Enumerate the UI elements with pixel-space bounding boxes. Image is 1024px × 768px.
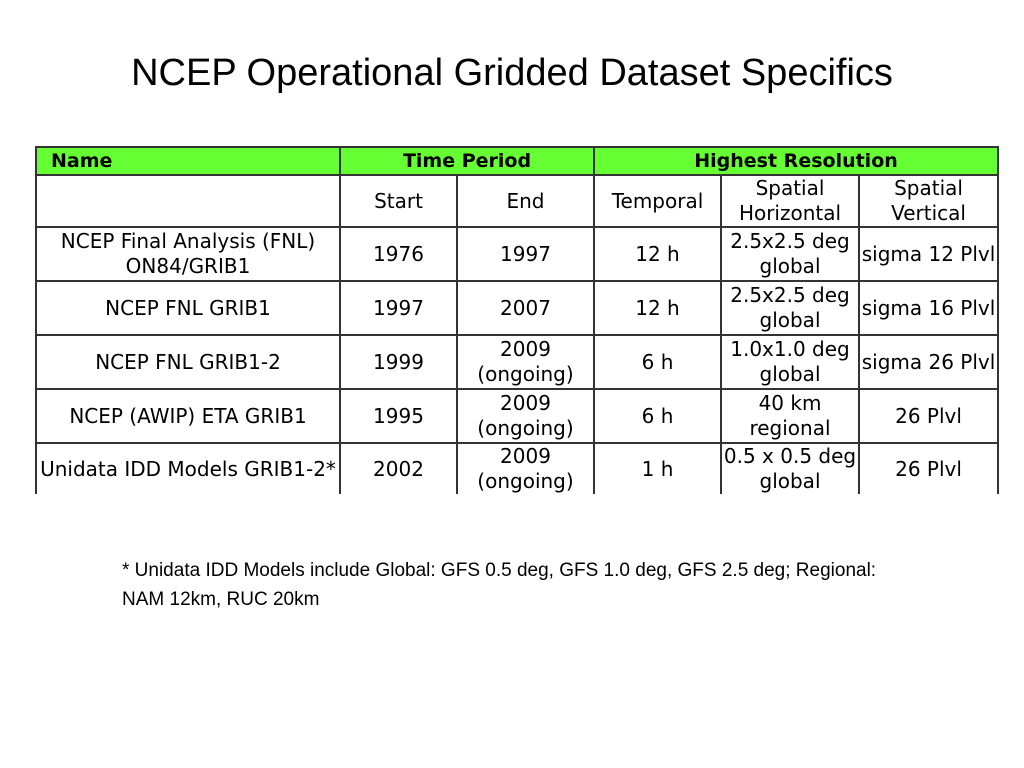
cell-name: Unidata IDD Models GRIB1-2* bbox=[36, 443, 340, 495]
subheader-spatial-vertical: Spatial Vertical bbox=[859, 175, 998, 227]
cell-temporal: 6 h bbox=[594, 335, 721, 389]
cell-temporal: 6 h bbox=[594, 389, 721, 443]
cell-start: 1995 bbox=[340, 389, 457, 443]
table-header-row bbox=[36, 147, 998, 175]
cell-name: NCEP FNL GRIB1 bbox=[36, 281, 340, 335]
subheader-empty bbox=[36, 175, 340, 227]
dataset-table-container bbox=[35, 146, 997, 498]
cell-start: 1999 bbox=[340, 335, 457, 389]
cell-temporal: 12 h bbox=[594, 281, 721, 335]
table-row bbox=[36, 443, 998, 495]
cell-end: 2007 bbox=[457, 281, 594, 335]
cell-end: 2009 (ongoing) bbox=[457, 389, 594, 443]
cell-name: NCEP FNL GRIB1-2 bbox=[36, 335, 340, 389]
table-row bbox=[36, 335, 998, 389]
cell-start: 2002 bbox=[340, 443, 457, 495]
header-highest-resolution: Highest Resolution bbox=[594, 147, 998, 175]
cell-name: NCEP (AWIP) ETA GRIB1 bbox=[36, 389, 340, 443]
table-row bbox=[36, 389, 998, 443]
cell-vertical: sigma 16 Plvl bbox=[859, 281, 998, 335]
footnote: * Unidata IDD Models include Global: GFS 0.5 deg, GFS 1.0 deg, GFS 2.5 deg; Regional: NAM 12km, RUC 20km bbox=[122, 560, 877, 610]
cell-vertical: 26 Plvl bbox=[859, 443, 998, 495]
subheader-temporal: Temporal bbox=[594, 175, 721, 227]
cell-temporal: 1 h bbox=[594, 443, 721, 495]
cell-start: 1976 bbox=[340, 227, 457, 281]
subheader-start: Start bbox=[340, 175, 457, 227]
cell-end: 2009 (ongoing) bbox=[457, 335, 594, 389]
table-subheader-row bbox=[36, 175, 998, 227]
table-row bbox=[36, 281, 998, 335]
header-name: Name bbox=[36, 147, 340, 175]
cell-horizontal: 2.5x2.5 deg global bbox=[721, 227, 859, 281]
cell-horizontal: 1.0x1.0 deg global bbox=[721, 335, 859, 389]
cell-start: 1997 bbox=[340, 281, 457, 335]
cell-vertical: 26 Plvl bbox=[859, 389, 998, 443]
table-row bbox=[36, 227, 998, 281]
cell-end: 2009 (ongoing) bbox=[457, 443, 594, 495]
page-title: NCEP Operational Gridded Dataset Specifics bbox=[131, 52, 893, 94]
cell-name: NCEP Final Analysis (FNL) ON84/GRIB1 bbox=[36, 227, 340, 281]
cell-vertical: sigma 12 Plvl bbox=[859, 227, 998, 281]
cell-horizontal: 0.5 x 0.5 deg global bbox=[721, 443, 859, 495]
dataset-table bbox=[35, 146, 999, 496]
cell-temporal: 12 h bbox=[594, 227, 721, 281]
header-time-period: Time Period bbox=[340, 147, 594, 175]
cell-horizontal: 40 km regional bbox=[721, 389, 859, 443]
subheader-spatial-horizontal: Spatial Horizontal bbox=[721, 175, 859, 227]
cell-vertical: sigma 26 Plvl bbox=[859, 335, 998, 389]
subheader-end: End bbox=[457, 175, 594, 227]
cell-horizontal: 2.5x2.5 deg global bbox=[721, 281, 859, 335]
cell-end: 1997 bbox=[457, 227, 594, 281]
